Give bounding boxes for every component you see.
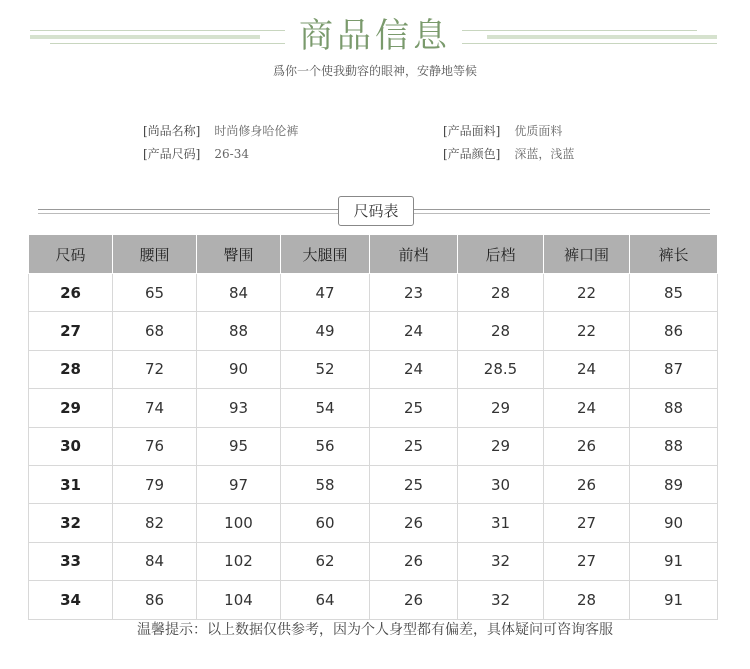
info-label: [产品尺码] xyxy=(143,147,201,161)
measure-cell: 26 xyxy=(544,427,630,465)
measure-cell: 72 xyxy=(113,350,197,388)
measure-cell: 25 xyxy=(370,465,458,503)
column-header: 后档 xyxy=(458,235,544,274)
size-cell: 30 xyxy=(29,427,113,465)
measure-cell: 97 xyxy=(197,465,281,503)
measure-cell: 84 xyxy=(197,274,281,312)
info-product-name xyxy=(143,122,298,139)
measure-cell: 89 xyxy=(630,465,718,503)
measure-cell: 26 xyxy=(370,581,458,619)
measure-cell: 91 xyxy=(630,581,718,619)
measure-cell: 60 xyxy=(281,504,370,542)
column-header: 前档 xyxy=(370,235,458,274)
measure-cell: 100 xyxy=(197,504,281,542)
measure-cell: 58 xyxy=(281,465,370,503)
table-row xyxy=(29,350,718,388)
table-row xyxy=(29,542,718,580)
measure-cell: 91 xyxy=(630,542,718,580)
table-row xyxy=(29,389,718,427)
measure-cell: 64 xyxy=(281,581,370,619)
measure-cell: 62 xyxy=(281,542,370,580)
measure-cell: 85 xyxy=(630,274,718,312)
measure-cell: 22 xyxy=(544,312,630,350)
size-cell: 31 xyxy=(29,465,113,503)
size-cell: 28 xyxy=(29,350,113,388)
measure-cell: 86 xyxy=(113,581,197,619)
size-chart-title: 尺码表 xyxy=(338,196,414,226)
size-cell: 33 xyxy=(29,542,113,580)
measure-cell: 23 xyxy=(370,274,458,312)
size-cell: 26 xyxy=(29,274,113,312)
info-value: 时尚修身哈伦裤 xyxy=(214,124,299,138)
measure-cell: 68 xyxy=(113,312,197,350)
measure-cell: 28 xyxy=(458,312,544,350)
measure-cell: 90 xyxy=(630,504,718,542)
measure-cell: 24 xyxy=(544,389,630,427)
measure-cell: 28 xyxy=(458,274,544,312)
measure-cell: 26 xyxy=(544,465,630,503)
measure-cell: 47 xyxy=(281,274,370,312)
info-product-color xyxy=(443,145,574,162)
table-row xyxy=(29,581,718,619)
measure-cell: 104 xyxy=(197,581,281,619)
info-value: 深蓝，浅蓝 xyxy=(514,147,575,161)
measure-cell: 65 xyxy=(113,274,197,312)
page-subtitle: 爲你一个使我動容的眼神，安静地等候 xyxy=(272,64,477,78)
measure-cell: 54 xyxy=(281,389,370,427)
info-product-size xyxy=(143,145,249,162)
info-label: [产品颜色] xyxy=(443,147,501,161)
measure-cell: 88 xyxy=(630,389,718,427)
measure-cell: 79 xyxy=(113,465,197,503)
measure-cell: 25 xyxy=(370,389,458,427)
measure-cell: 86 xyxy=(630,312,718,350)
table-row xyxy=(29,312,718,350)
size-cell: 29 xyxy=(29,389,113,427)
measure-cell: 102 xyxy=(197,542,281,580)
measure-cell: 76 xyxy=(113,427,197,465)
measure-cell: 93 xyxy=(197,389,281,427)
table-row xyxy=(29,504,718,542)
column-header: 裤长 xyxy=(630,235,718,274)
column-header: 臀围 xyxy=(197,235,281,274)
measure-cell: 31 xyxy=(458,504,544,542)
table-row xyxy=(29,274,718,312)
measure-cell: 24 xyxy=(370,350,458,388)
measure-cell: 24 xyxy=(544,350,630,388)
measure-cell: 84 xyxy=(113,542,197,580)
measure-cell: 32 xyxy=(458,581,544,619)
column-header: 裤口围 xyxy=(544,235,630,274)
measure-cell: 87 xyxy=(630,350,718,388)
measure-cell: 25 xyxy=(370,427,458,465)
info-label: [尚品名称] xyxy=(143,124,201,138)
measure-cell: 22 xyxy=(544,274,630,312)
measure-cell: 24 xyxy=(370,312,458,350)
measure-cell: 26 xyxy=(370,542,458,580)
table-header-row xyxy=(29,235,718,274)
header-decoration-right xyxy=(462,30,717,44)
measure-cell: 88 xyxy=(197,312,281,350)
measure-cell: 29 xyxy=(458,389,544,427)
measure-cell: 30 xyxy=(458,465,544,503)
measure-cell: 56 xyxy=(281,427,370,465)
measure-cell: 29 xyxy=(458,427,544,465)
measure-cell: 26 xyxy=(370,504,458,542)
measure-cell: 32 xyxy=(458,542,544,580)
size-chart-heading xyxy=(0,196,750,226)
column-header: 大腿围 xyxy=(281,235,370,274)
info-value: 26-34 xyxy=(214,147,249,161)
info-product-fabric xyxy=(443,122,562,139)
warm-tip: 温馨提示：以上数据仅供参考，因为个人身型都有偏差，具体疑问可咨询客服 xyxy=(137,622,613,638)
measure-cell: 27 xyxy=(544,504,630,542)
table-row xyxy=(29,465,718,503)
size-cell: 32 xyxy=(29,504,113,542)
measure-cell: 28 xyxy=(544,581,630,619)
page-title: 商品信息 xyxy=(299,16,451,56)
measure-cell: 82 xyxy=(113,504,197,542)
info-value: 优质面料 xyxy=(514,124,563,138)
measure-cell: 52 xyxy=(281,350,370,388)
size-cell: 27 xyxy=(29,312,113,350)
column-header: 腰围 xyxy=(113,235,197,274)
measure-cell: 49 xyxy=(281,312,370,350)
measure-cell: 74 xyxy=(113,389,197,427)
column-header: 尺码 xyxy=(29,235,113,274)
measure-cell: 88 xyxy=(630,427,718,465)
measure-cell: 27 xyxy=(544,542,630,580)
size-table xyxy=(28,234,718,620)
table-row xyxy=(29,427,718,465)
size-cell: 34 xyxy=(29,581,113,619)
measure-cell: 95 xyxy=(197,427,281,465)
measure-cell: 90 xyxy=(197,350,281,388)
measure-cell: 28.5 xyxy=(458,350,544,388)
info-label: [产品面料] xyxy=(443,124,501,138)
